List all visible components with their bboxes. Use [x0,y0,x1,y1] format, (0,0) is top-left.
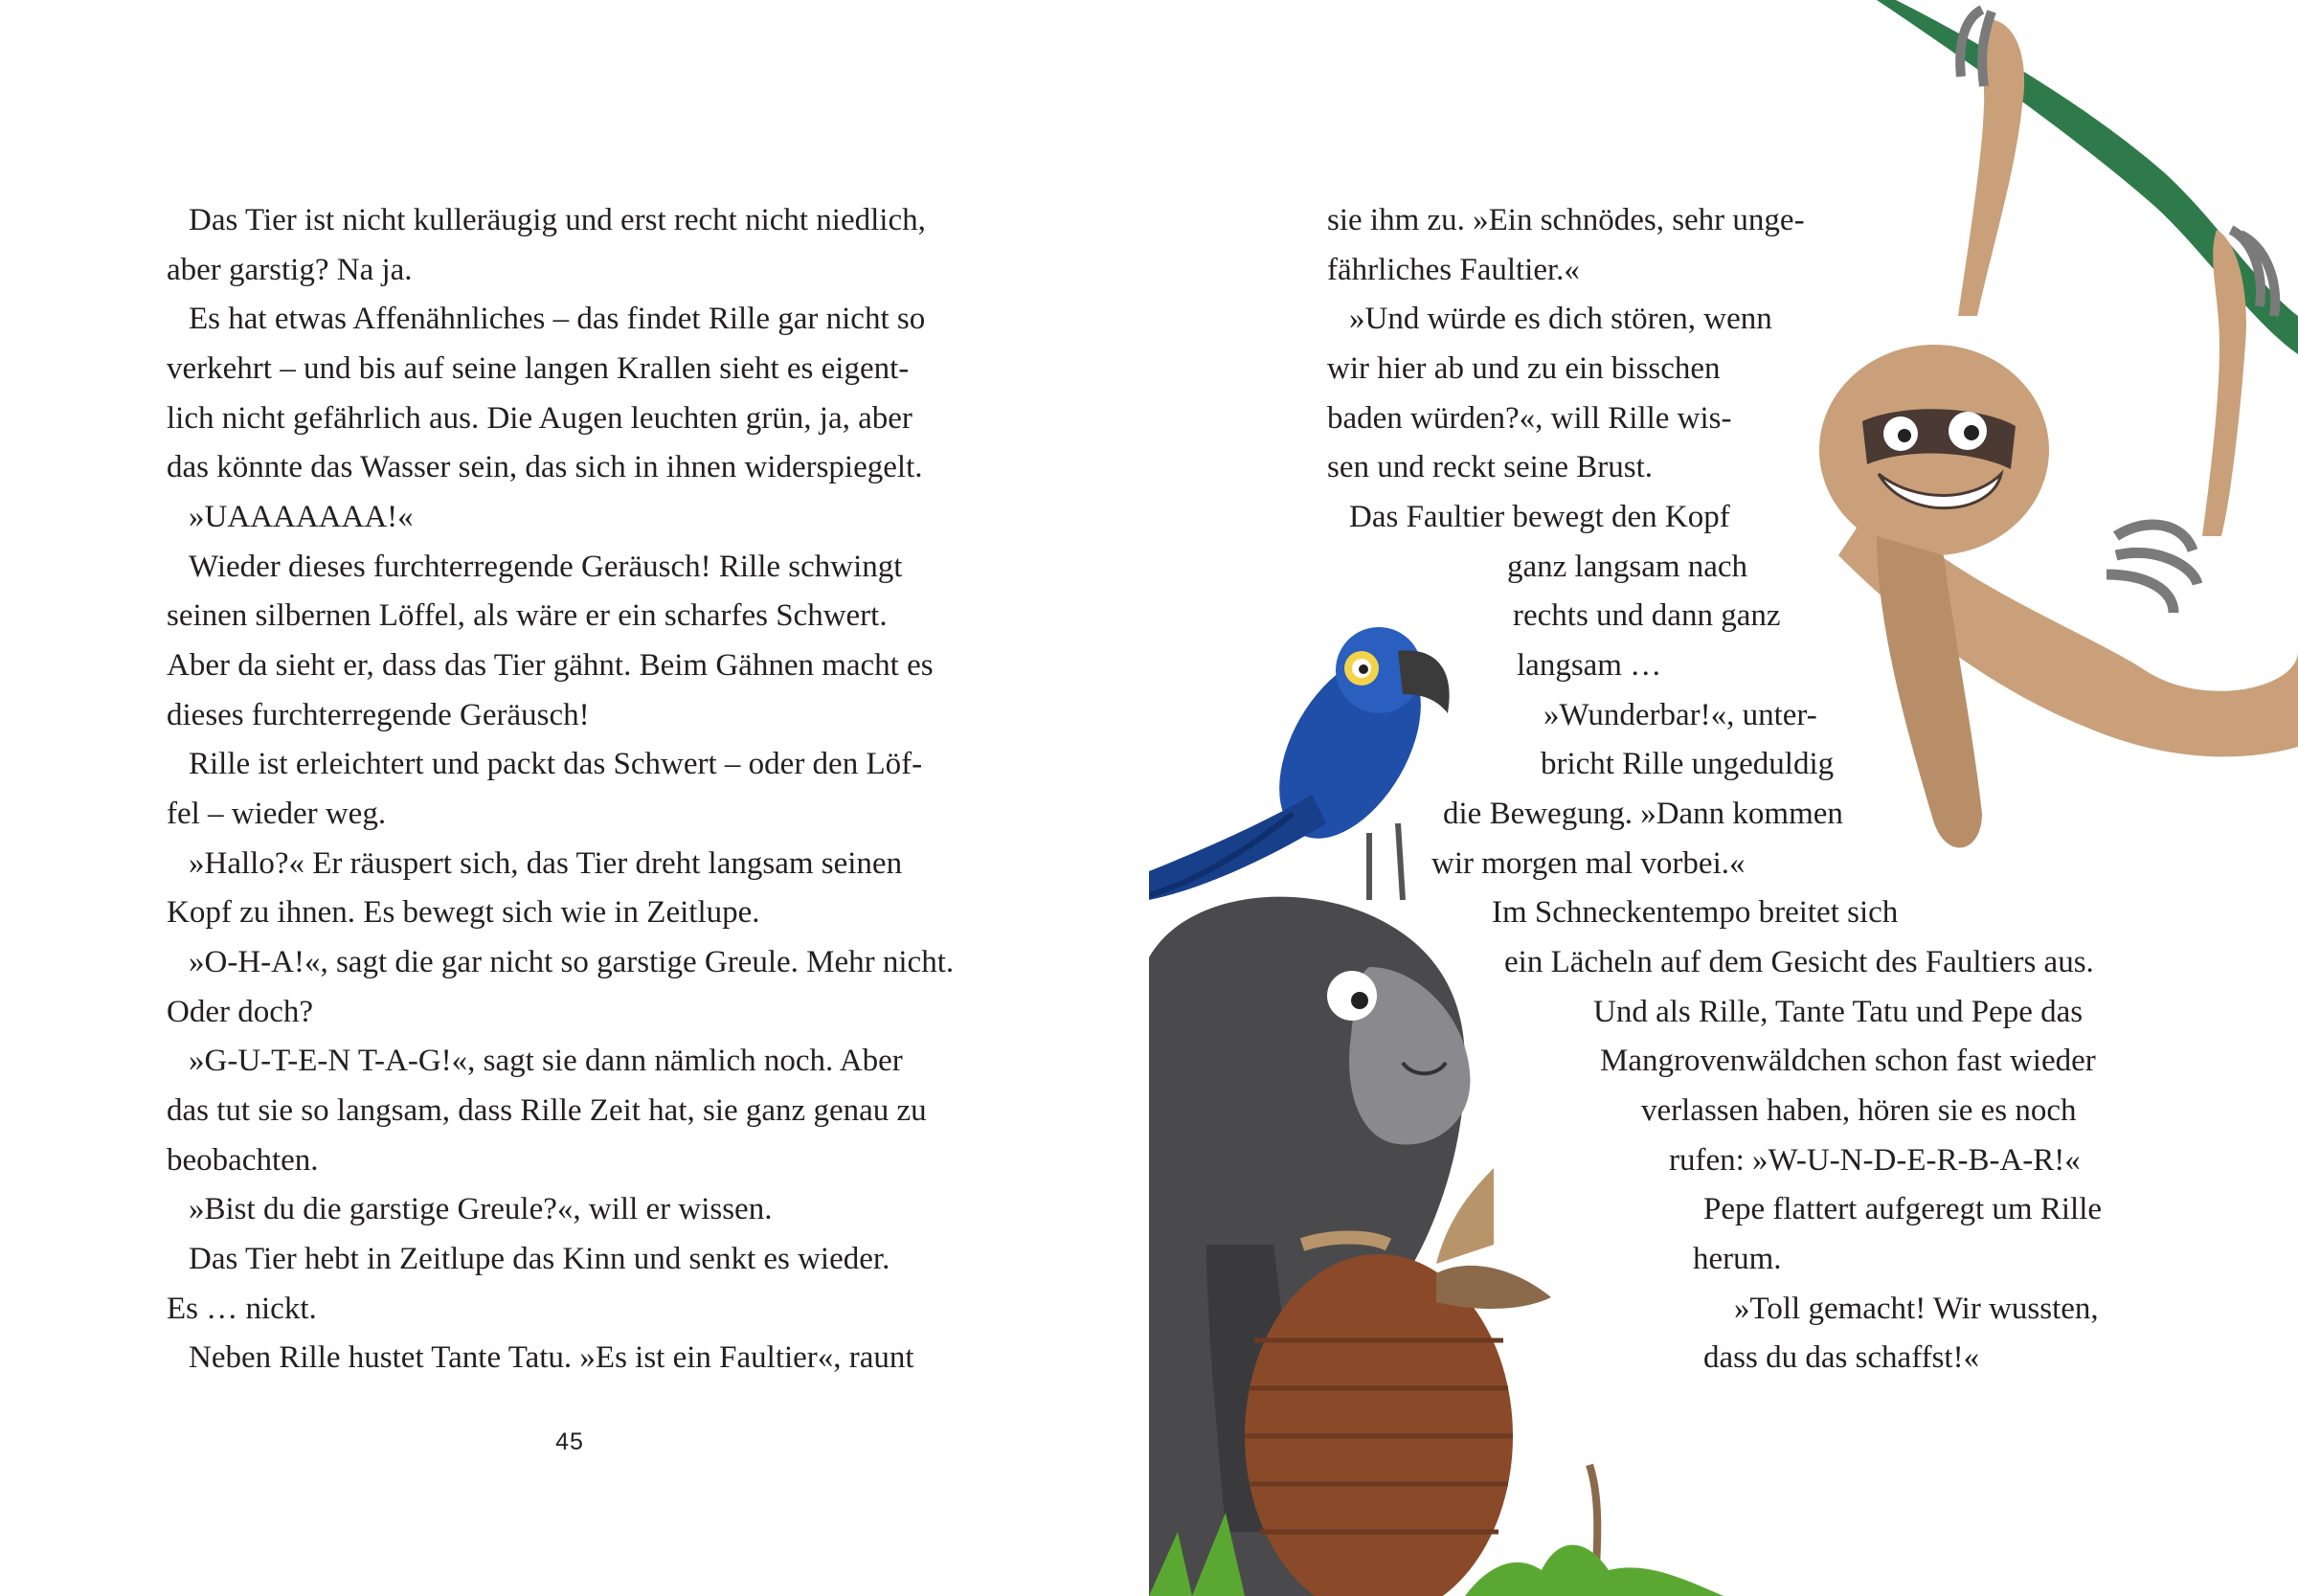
text-line: »UAAAAAAA!« [189,500,414,534]
text-line: Das Tier ist nicht kulleräugig und erst recht nicht niedlich, [189,203,926,237]
text-line: »Wunderbar!«, unter- [1543,698,1817,732]
text-line: aber garstig? Na ja. [167,253,413,287]
text-line: Aber da sieht er, dass das Tier gähnt. Beim Gähnen macht es [167,648,934,683]
text-line: ein Lächeln auf dem Gesicht des Faultiers aus. [1504,945,2094,979]
text-line: »Hallo?« Er räuspert sich, das Tier dreht langsam seinen [189,846,903,881]
page-number: 45 [555,1428,584,1455]
text-line: beobachten. [167,1143,319,1178]
text-line: verlassen haben, hören sie es noch [1641,1093,2077,1128]
text-line: Mangrovenwäldchen schon fast wieder [1600,1044,2096,1078]
text-line: baden würden?«, will Rille wis- [1327,401,1732,436]
text-line: Pepe flattert aufgeregt um Rille [1703,1192,2103,1226]
text-line: »G-U-T-E-N T-A-G!«, sagt sie dann nämlich noch. Aber [189,1044,903,1078]
text-line: bricht Rille ungeduldig [1541,747,1835,781]
text-line: Das Faultier bewegt den Kopf [1349,500,1730,534]
text-line: sie ihm zu. »Ein schnödes, sehr unge- [1327,203,1805,237]
text-line: Im Schneckentempo breitet sich [1492,895,1899,930]
text-line: »Toll gemacht! Wir wussten, [1734,1292,2099,1326]
text-line: seinen silbernen Löffel, als wäre er ein scharfes Schwert. [167,598,888,633]
text-line: verkehrt – und bis auf seine langen Krallen sieht es eigent- [167,351,910,386]
text-line: Das Tier hebt in Zeitlupe das Kinn und senkt es wieder. [189,1242,890,1276]
text-line: langsam … [1517,648,1662,683]
text-line: das tut sie so langsam, dass Rille Zeit hat, sie ganz genau zu [167,1093,927,1128]
text-line: herum. [1693,1242,1782,1276]
text-line: »O-H-A!«, sagt die gar nicht so garstige Greule. Mehr nicht. [189,945,955,979]
text-line: sen und reckt seine Brust. [1327,450,1654,484]
text-line: Rille ist erleichtert und packt das Schwert – oder den Löf- [189,747,923,781]
text-line: Kopf zu ihnen. Es bewegt sich wie in Zeitlupe. [167,895,760,930]
text-line: dass du das schaffst!« [1703,1340,1980,1375]
text-line: Und als Rille, Tante Tatu und Pepe das [1593,995,2084,1029]
text-line: »Und würde es dich stören, wenn [1349,302,1772,336]
text-line: wir hier ab und zu ein bisschen [1327,351,1721,386]
sloth-icon [1819,10,2298,847]
text-line: »Bist du die garstige Greule?«, will er wissen. [189,1192,773,1226]
text-line: rufen: »W-U-N-D-E-R-B-A-R!« [1669,1143,2081,1178]
text-line: rechts und dann ganz [1513,598,1781,633]
right-page [1149,0,2298,1596]
text-line: lich nicht gefährlich aus. Die Augen leuchten grün, ja, aber [167,401,912,436]
text-line: ganz langsam nach [1507,550,1748,584]
text-line: fel – wieder weg. [167,797,387,831]
text-line: fährliches Faultier.« [1327,253,1580,287]
parrot-icon [1149,627,1450,900]
text-line: das könnte das Wasser sein, das sich in ihnen widerspiegelt. [167,450,923,484]
text-line: Es hat etwas Affenähnliches – das findet Rille gar nicht so [189,302,926,336]
text-line: Es … nickt. [167,1292,317,1326]
text-line: dieses furchterregende Geräusch! [167,698,590,732]
text-line: Oder doch? [167,995,314,1029]
text-line: die Bewegung. »Dann kommen [1443,797,1843,831]
text-line: Wieder dieses furchterregende Geräusch! Rille schwingt [189,550,903,584]
text-line: wir morgen mal vorbei.« [1431,846,1746,881]
text-line: Neben Rille hustet Tante Tatu. »Es ist ein Faultier«, raunt [189,1340,914,1375]
